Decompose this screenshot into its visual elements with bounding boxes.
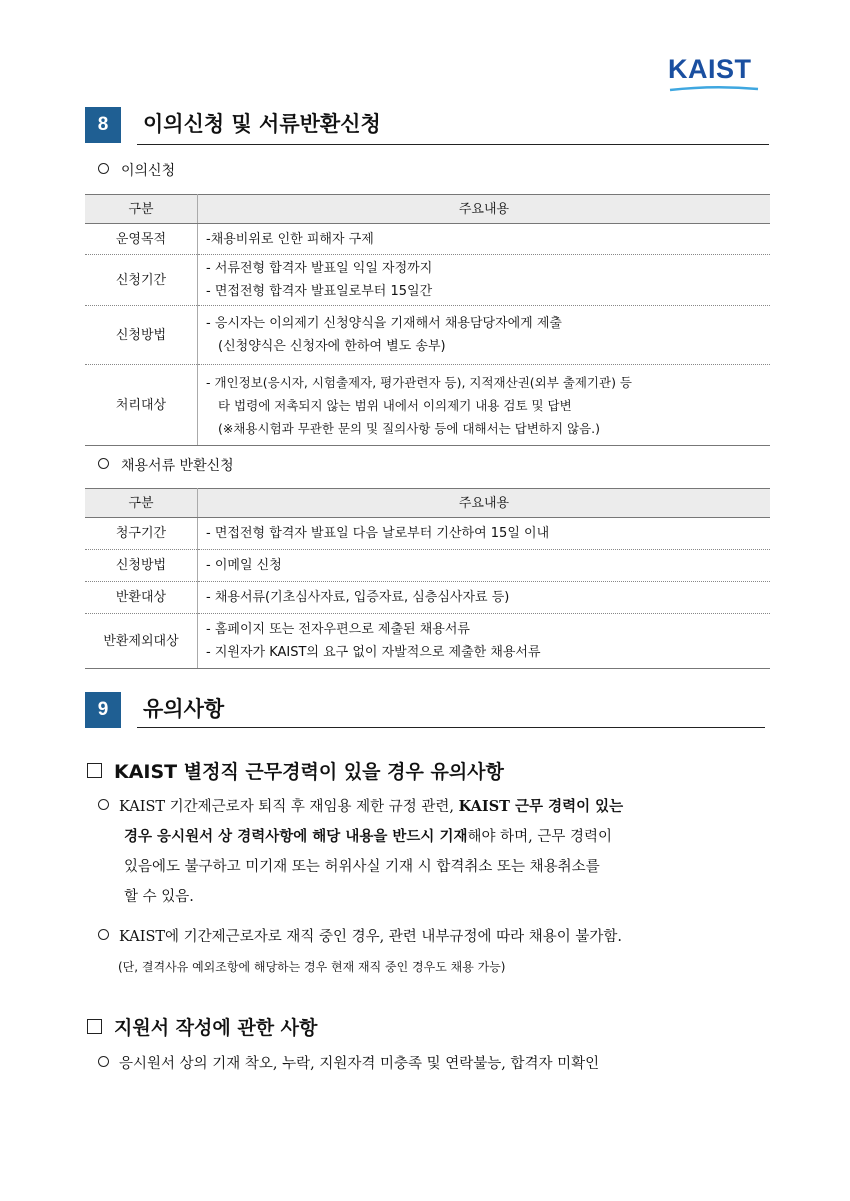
row-line: - 응시자는 이의제기 신청양식을 기재해서 채용담당자에게 제출	[206, 316, 562, 331]
table-row	[85, 365, 770, 446]
row-value	[198, 365, 771, 446]
form-notice-heading-text: 지원서 작성에 관한 사항	[114, 1017, 318, 1039]
col-header-key: 구분	[85, 489, 198, 518]
row-line: 타 법령에 저촉되지 않는 범위 내에서 이의제기 내용 검토 및 답변	[218, 397, 572, 413]
section-9-header	[85, 692, 775, 730]
col-header-value: 주요내용	[198, 195, 771, 224]
row-value	[198, 255, 771, 306]
kaist-notice-heading-text: KAIST 별정직 근무경력이 있을 경우 유의사항	[114, 761, 504, 783]
kaist-notice-item-1	[98, 792, 774, 912]
item-text-bold: KAIST 근무 경력이 있는	[458, 798, 624, 815]
kaist-notice-item-2	[98, 922, 774, 952]
row-line: - 서류전형 합격자 발표일 익일 자정까지	[206, 261, 433, 276]
kaist-notice-note: (단, 결격사유 예외조항에 해당하는 경우 현재 재직 중인 경우도 채용 가능)	[118, 960, 506, 974]
row-key: 신청방법	[85, 306, 198, 365]
row-value	[198, 306, 771, 365]
section-underline	[137, 144, 769, 145]
objection-heading	[98, 160, 175, 180]
row-value	[198, 550, 771, 582]
row-key: 처리대상	[85, 365, 198, 446]
item-text: 할 수 있음.	[124, 889, 194, 905]
objection-heading-text: 이의신청	[121, 163, 176, 179]
row-line: -채용비위로 인한 피해자 구제	[206, 231, 374, 247]
item-text: KAIST에 기간제근로자로 재직 중인 경우, 관련 내부규정에 따라 채용이 불가함.	[119, 929, 622, 945]
square-bullet-icon	[87, 1019, 102, 1034]
row-line: (※채용시험과 무관한 문의 및 질의사항 등에 대해서는 답변하지 않음.)	[218, 420, 601, 436]
row-key: 신청방법	[85, 550, 198, 582]
table-row	[85, 550, 770, 582]
table-row	[85, 582, 770, 614]
form-notice-heading	[87, 1013, 317, 1040]
row-key: 반환대상	[85, 582, 198, 614]
row-line: - 홈페이지 또는 전자우편으로 제출된 채용서류	[206, 622, 470, 637]
circle-bullet-icon	[98, 1056, 109, 1067]
col-header-key: 구분	[85, 195, 198, 224]
item-text: 해야 하며, 근무 경력이	[467, 829, 612, 845]
row-value	[198, 224, 771, 255]
row-line: - 면접전형 합격자 발표일 다음 날로부터 기산하여 15일 이내	[206, 526, 550, 541]
table-row	[85, 255, 770, 306]
circle-bullet-icon	[98, 163, 109, 174]
table-row	[85, 614, 770, 669]
section-title: 이의신청 및 서류반환신청	[143, 112, 381, 136]
row-line: - 채용서류(기초심사자료, 입증자료, 심층심사자료 등)	[206, 590, 510, 605]
return-heading	[98, 455, 234, 475]
row-line: - 개인정보(응시자, 시험출제자, 평가관련자 등), 지적재산권(외부 출제기관) 등	[206, 374, 633, 390]
objection-table	[85, 194, 770, 446]
form-notice-item-1	[98, 1049, 774, 1079]
table-row	[85, 224, 770, 255]
row-line: - 이메일 신청	[206, 558, 282, 573]
logo-swoosh-icon	[668, 85, 760, 93]
row-key: 운영목적	[85, 224, 198, 255]
section-underline	[137, 727, 765, 728]
square-bullet-icon	[87, 763, 102, 778]
item-text: 응시원서 상의 기재 착오, 누락, 지원자격 미충족 및 연락불능, 합격자 미확인	[119, 1056, 600, 1072]
kaist-logo	[668, 56, 760, 92]
table-header-row	[85, 195, 770, 224]
return-table	[85, 488, 770, 669]
circle-bullet-icon	[98, 799, 109, 810]
circle-bullet-icon	[98, 929, 109, 940]
section-8-header	[85, 107, 775, 145]
circle-bullet-icon	[98, 458, 109, 469]
item-text: 있음에도 불구하고 미기재 또는 허위사실 기재 시 합격취소 또는 채용취소를	[124, 859, 600, 875]
logo-text: KAIST	[668, 54, 752, 84]
table-header-row	[85, 489, 770, 518]
row-value	[198, 582, 771, 614]
section-title: 유의사항	[143, 697, 225, 721]
row-key: 반환제외대상	[85, 614, 198, 669]
return-heading-text: 채용서류 반환신청	[121, 458, 234, 474]
row-key: 청구기간	[85, 518, 198, 550]
section-number: 8	[85, 107, 121, 143]
item-text: KAIST 기간제근로자 퇴직 후 재임용 제한 규정 관련,	[119, 799, 459, 815]
table-row	[85, 518, 770, 550]
row-key: 신청기간	[85, 255, 198, 306]
row-line: (신청양식은 신청자에 한하여 별도 송부)	[218, 339, 446, 354]
section-number: 9	[85, 692, 121, 728]
kaist-notice-heading	[87, 757, 504, 784]
row-value	[198, 518, 771, 550]
row-line: - 면접전형 합격자 발표일로부터 15일간	[206, 284, 433, 299]
row-line: - 지원자가 KAIST의 요구 없이 자발적으로 제출한 채용서류	[206, 645, 541, 660]
item-text-bold: 경우 응시원서 상 경력사항에 해당 내용을 반드시 기재	[124, 828, 468, 845]
col-header-value: 주요내용	[198, 489, 771, 518]
row-value	[198, 614, 771, 669]
table-row	[85, 306, 770, 365]
